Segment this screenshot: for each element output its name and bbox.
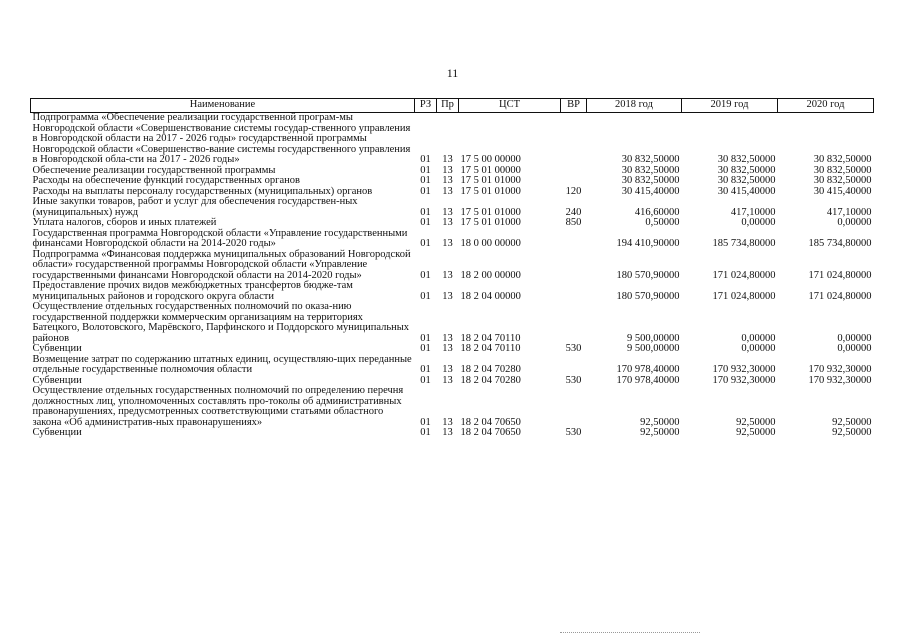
row-pr: 13	[442, 332, 453, 344]
row-cst: 18 2 04 70650	[460, 427, 521, 438]
row-value-2020: 30 832,50000	[813, 154, 872, 165]
row-value-2020: 171 024,80000	[808, 290, 872, 302]
row-rz: 01	[420, 217, 431, 228]
row-pr: 13	[442, 154, 453, 165]
row-rz: 01	[420, 332, 431, 344]
row-value-2019: 170 932,30000	[712, 364, 776, 375]
row-vr	[561, 113, 587, 166]
row-name: Субвенции	[32, 343, 82, 354]
row-name: Обеспечение реализации государственной программы	[32, 164, 276, 176]
table-row	[31, 386, 874, 428]
row-value-2020: 417,10000	[826, 206, 872, 218]
row-vr	[561, 355, 587, 376]
row-value-2019: 30 832,50000	[717, 154, 776, 165]
row-cst: 17 5 01 01000	[460, 206, 521, 218]
row-vr: 850	[565, 217, 582, 228]
row-value-2020: 171 024,80000	[808, 269, 872, 281]
row-name: Субвенции	[32, 427, 82, 438]
table-row	[31, 344, 874, 355]
row-value-2018: 9 500,00000	[627, 343, 680, 354]
row-value-2018: 30 832,50000	[621, 175, 680, 186]
row-rz: 01	[420, 164, 431, 176]
row-value-2020: 0,00000	[837, 217, 872, 228]
header-vr: ВР	[561, 99, 587, 113]
table-row	[31, 197, 874, 218]
row-cst: 18 0 00 00000	[460, 238, 521, 249]
table-row	[31, 281, 874, 302]
table-row	[31, 229, 874, 250]
row-value-2018: 170 978,40000	[616, 364, 680, 375]
row-name: Расходы на выплаты персоналу государственных (муниципальных) органов	[32, 185, 373, 197]
row-name: Иные закупки товаров, работ и услуг для обеспечения государствен-ных (муниципальных) нужд	[32, 196, 358, 218]
row-value-2020: 170 932,30000	[808, 364, 872, 375]
row-cst: 18 2 04 70280	[460, 374, 521, 386]
table-row	[31, 302, 874, 344]
row-cst: 18 2 04 70110	[460, 332, 521, 344]
row-value-2018: 9 500,00000	[627, 332, 680, 344]
header-rz: РЗ	[415, 99, 437, 113]
header-2018: 2018 год	[587, 99, 682, 113]
table-row	[31, 176, 874, 187]
row-value-2020: 92,50000	[832, 416, 872, 428]
row-value-2019: 0,00000	[741, 217, 776, 228]
row-vr	[561, 176, 587, 187]
row-rz: 01	[420, 427, 431, 438]
row-cst: 17 5 01 01000	[460, 185, 521, 197]
row-value-2020: 30 832,50000	[813, 164, 872, 176]
table-row	[31, 428, 874, 439]
row-rz: 01	[420, 238, 431, 249]
row-name: Осуществление отдельных государственных полномочий по определению перечня должностных лиц, уполномоченных составлять про-токолы об административных правонарушениях, предусмотренных соответствующими статьями областного закона «Об административ-ных правонарушениях»	[32, 385, 404, 428]
row-name: Субвенции	[32, 374, 82, 386]
table-row	[31, 218, 874, 229]
row-name: Государственная программа Новгородской области «Управление государственными финансами Новгородской области на 2014-2020 годы»	[32, 227, 408, 249]
row-pr: 13	[442, 206, 453, 218]
row-name: Предоставление прочих видов межбюджетных трансфертов бюдже-там муниципальных районов и городского округа области	[32, 280, 353, 302]
row-vr: 530	[565, 343, 582, 354]
row-value-2018: 30 832,50000	[621, 154, 680, 165]
row-value-2019: 171 024,80000	[712, 269, 776, 281]
row-rz: 01	[420, 374, 431, 386]
row-cst: 18 2 04 70280	[460, 364, 521, 375]
row-pr: 13	[442, 175, 453, 186]
table-row	[31, 113, 874, 166]
row-value-2019: 30 832,50000	[717, 164, 776, 176]
row-value-2019: 417,10000	[730, 206, 776, 218]
row-value-2019: 92,50000	[736, 427, 776, 438]
row-value-2018: 180 570,90000	[616, 269, 680, 281]
table-body	[31, 113, 874, 439]
row-rz: 01	[420, 175, 431, 186]
row-value-2020: 170 932,30000	[808, 374, 872, 386]
row-value-2019: 30 415,40000	[717, 185, 776, 197]
row-vr: 120	[565, 185, 582, 197]
row-vr	[561, 302, 587, 344]
row-rz: 01	[420, 269, 431, 281]
row-value-2019: 30 832,50000	[717, 175, 776, 186]
row-value-2018: 416,60000	[634, 206, 680, 218]
row-value-2018: 30 415,40000	[621, 185, 680, 197]
row-pr: 13	[442, 290, 453, 302]
row-pr: 13	[442, 217, 453, 228]
row-value-2019: 185 734,80000	[712, 238, 776, 249]
row-value-2019: 0,00000	[741, 332, 776, 344]
row-cst: 18 2 04 70650	[460, 416, 521, 428]
row-cst: 17 5 00 00000	[460, 154, 521, 165]
header-pr: Пр	[437, 99, 459, 113]
row-value-2019: 170 932,30000	[712, 374, 776, 386]
budget-table	[30, 98, 874, 439]
row-rz: 01	[420, 185, 431, 197]
row-value-2018: 30 832,50000	[621, 164, 680, 176]
row-vr	[561, 281, 587, 302]
row-pr: 13	[442, 427, 453, 438]
row-pr: 13	[442, 374, 453, 386]
row-pr: 13	[442, 364, 453, 375]
row-name: Возмещение затрат по содержанию штатных единиц, осуществляю-щих переданные отдельные государственные полномочия области	[32, 353, 412, 375]
row-value-2020: 30 832,50000	[813, 175, 872, 186]
row-rz: 01	[420, 343, 431, 354]
row-cst: 17 5 01 00000	[460, 164, 521, 176]
row-name: Подпрограмма «Финансовая поддержка муниципальных образований Новгородской области» государственной программы Новгородской области «Управление государственными финансами Новгородской области на 2014-2020 годы»	[32, 248, 411, 281]
row-pr: 13	[442, 269, 453, 281]
row-value-2020: 0,00000	[837, 343, 872, 354]
row-vr	[561, 229, 587, 250]
row-value-2020: 185 734,80000	[808, 238, 872, 249]
row-vr	[561, 386, 587, 428]
row-name: Расходы на обеспечение функций государственных органов	[32, 175, 300, 186]
header-2020: 2020 год	[778, 99, 874, 113]
row-name: Уплата налогов, сборов и иных платежей	[32, 217, 217, 228]
row-value-2019: 0,00000	[741, 343, 776, 354]
row-vr: 530	[565, 374, 582, 386]
row-value-2018: 180 570,90000	[616, 290, 680, 302]
scan-artifact	[560, 632, 700, 636]
row-cst: 18 2 04 70110	[460, 343, 521, 354]
row-value-2018: 194 410,90000	[616, 238, 680, 249]
header-2019: 2019 год	[682, 99, 778, 113]
header-cst: ЦСТ	[459, 99, 561, 113]
row-value-2018: 92,50000	[640, 416, 680, 428]
row-rz: 01	[420, 416, 431, 428]
row-pr: 13	[442, 416, 453, 428]
row-value-2018: 170 978,40000	[616, 374, 680, 386]
table-row	[31, 355, 874, 376]
row-vr: 240	[565, 206, 582, 218]
row-pr: 13	[442, 185, 453, 197]
row-value-2020: 92,50000	[832, 427, 872, 438]
row-vr	[561, 250, 587, 282]
row-cst: 18 2 00 00000	[460, 269, 521, 281]
table-header-row	[31, 99, 874, 113]
row-rz: 01	[420, 154, 431, 165]
page-number: 11	[446, 66, 459, 80]
row-cst: 17 5 01 01000	[460, 217, 521, 228]
row-rz: 01	[420, 364, 431, 375]
row-value-2020: 30 415,40000	[813, 185, 872, 197]
header-name: Наименование	[31, 99, 415, 113]
row-value-2019: 171 024,80000	[712, 290, 776, 302]
row-cst: 17 5 01 01000	[460, 175, 521, 186]
row-name: Осуществление отдельных государственных полномочий по оказа-нию государственной поддержки коммерческим организациям на территориях Батецкого, Волотовского, Марёвского, Парфинского и Поддорского муниципальных районов	[32, 301, 410, 344]
row-vr: 530	[565, 427, 582, 438]
table-row	[31, 250, 874, 282]
row-rz: 01	[420, 290, 431, 302]
row-vr	[561, 166, 587, 177]
row-pr: 13	[442, 343, 453, 354]
row-value-2019: 92,50000	[736, 416, 776, 428]
row-cst: 18 2 04 00000	[460, 290, 521, 302]
row-value-2020: 0,00000	[837, 332, 872, 344]
row-name: Подпрограмма «Обеспечение реализации государственной програм-мы Новгородской области «Совершенствование системы государ-ственного управления в Новгородской области на 2017 - 2026 годы» государственной программы Новгородской области «Совершенство-вание системы государственного управления в Новгородской обла-сти на 2017 - 2026 годы»	[32, 112, 411, 165]
row-value-2018: 0,50000	[645, 217, 680, 228]
row-pr: 13	[442, 238, 453, 249]
row-rz: 01	[420, 206, 431, 218]
row-value-2018: 92,50000	[640, 427, 680, 438]
row-pr: 13	[442, 164, 453, 176]
